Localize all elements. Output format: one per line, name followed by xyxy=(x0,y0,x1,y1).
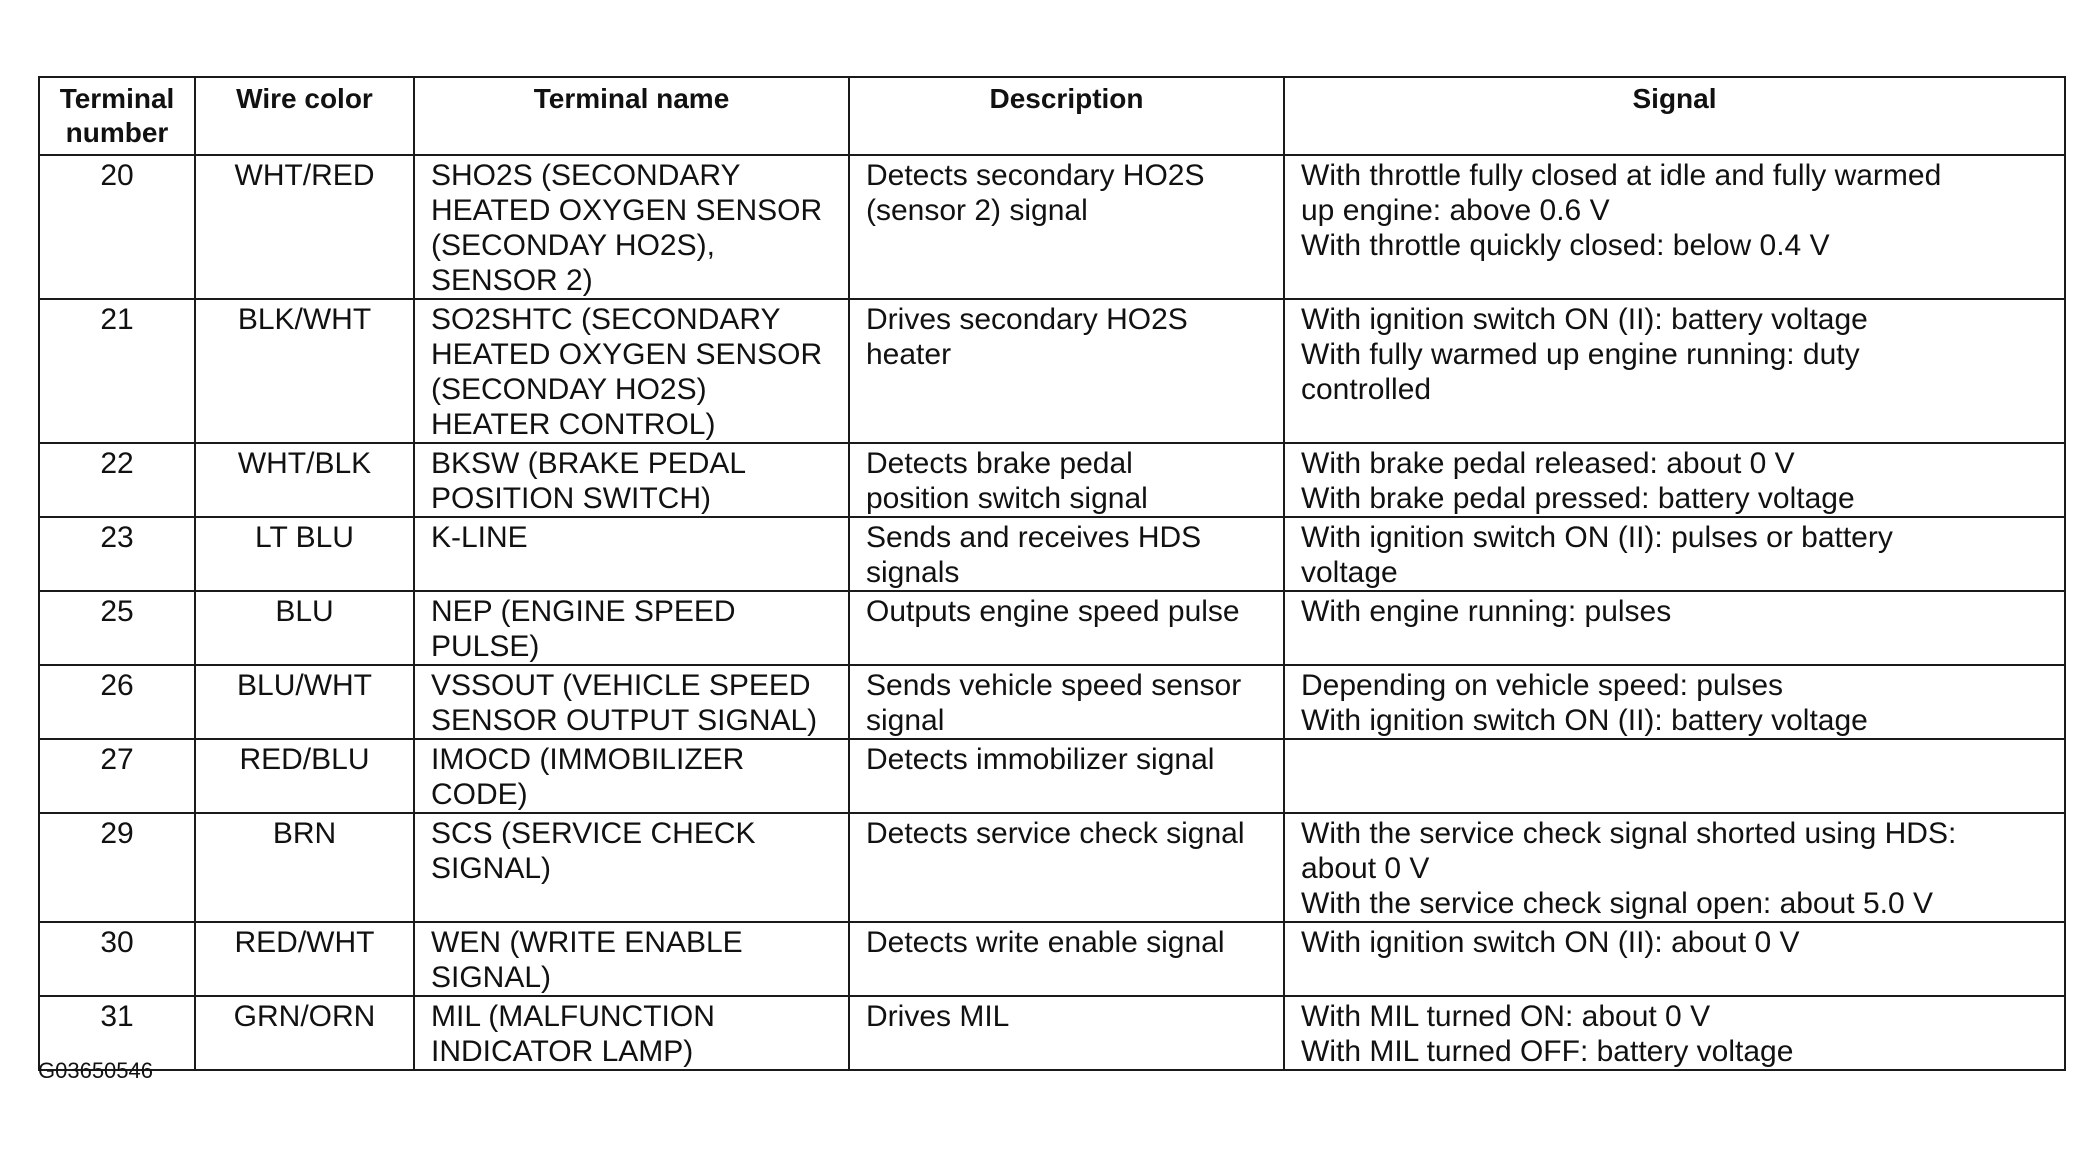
table-row xyxy=(39,155,2065,299)
table-row xyxy=(39,996,2065,1070)
terminal-name-cell-line: HEATER CONTROL) xyxy=(431,408,716,441)
signal-cell-line: up engine: above 0.6 V xyxy=(1301,194,1610,227)
terminal-number-cell: 23 xyxy=(39,517,195,591)
terminal-name-cell-line: SHO2S (SECONDARY xyxy=(431,159,741,192)
terminal-name-cell-line: SIGNAL) xyxy=(431,961,552,994)
description-cell-line: Detects service check signal xyxy=(866,817,1245,850)
terminal-name-cell xyxy=(414,996,849,1070)
signal-cell-line: With fully warmed up engine running: duty xyxy=(1301,338,1860,371)
terminal-table xyxy=(38,76,2066,1071)
terminal-number-cell: 25 xyxy=(39,591,195,665)
terminal-name-cell-line: CODE) xyxy=(431,778,528,811)
wire-color-cell: BLU xyxy=(195,591,414,665)
table-row xyxy=(39,517,2065,591)
terminal-name-cell xyxy=(414,739,849,813)
terminal-number-cell: 31 xyxy=(39,996,195,1070)
figure-id: G03650546 xyxy=(38,1058,153,1083)
description-cell-line: Detects brake pedal xyxy=(866,447,1133,480)
description-cell xyxy=(849,443,1284,517)
table-row xyxy=(39,591,2065,665)
terminal-name-cell xyxy=(414,665,849,739)
header-wire-color: Wire color xyxy=(195,77,414,155)
description-cell xyxy=(849,813,1284,922)
signal-cell-line: With throttle fully closed at idle and fully warmed xyxy=(1301,159,1942,192)
terminal-name-cell-line: POSITION SWITCH) xyxy=(431,482,711,515)
terminal-name-cell xyxy=(414,517,849,591)
table-body xyxy=(39,155,2065,1070)
terminal-name-cell-line: SIGNAL) xyxy=(431,852,552,885)
terminal-name-cell-line: SO2SHTC (SECONDARY xyxy=(431,303,781,336)
description-cell xyxy=(849,665,1284,739)
signal-cell xyxy=(1284,517,2065,591)
terminal-name-cell-line: INDICATOR LAMP) xyxy=(431,1035,694,1068)
signal-cell xyxy=(1284,922,2065,996)
description-cell xyxy=(849,996,1284,1070)
terminal-name-cell-line: WEN (WRITE ENABLE xyxy=(431,926,743,959)
signal-cell xyxy=(1284,155,2065,299)
description-cell-line: Detects secondary HO2S xyxy=(866,159,1205,192)
wire-color-cell: RED/WHT xyxy=(195,922,414,996)
terminal-number-cell: 27 xyxy=(39,739,195,813)
terminal-name-cell xyxy=(414,443,849,517)
signal-cell-line: about 0 V xyxy=(1301,852,1430,885)
signal-cell-line: With ignition switch ON (II): battery voltage xyxy=(1301,303,1868,336)
header-row xyxy=(39,77,2065,155)
terminal-name-cell-line: SENSOR OUTPUT SIGNAL) xyxy=(431,704,818,737)
table-row xyxy=(39,665,2065,739)
description-cell xyxy=(849,922,1284,996)
description-cell-line: signals xyxy=(866,556,960,589)
description-cell-line: Sends vehicle speed sensor xyxy=(866,669,1242,702)
table-row xyxy=(39,922,2065,996)
signal-cell-line: voltage xyxy=(1301,556,1398,589)
signal-cell-line: With brake pedal pressed: battery voltage xyxy=(1301,482,1855,515)
terminal-name-cell-line: BKSW (BRAKE PEDAL xyxy=(431,447,747,480)
terminal-name-cell-line: (SECONDAY HO2S), xyxy=(431,229,715,262)
terminal-number-cell: 22 xyxy=(39,443,195,517)
wire-color-cell: BLU/WHT xyxy=(195,665,414,739)
signal-cell xyxy=(1284,665,2065,739)
header-terminal-number xyxy=(39,77,195,155)
signal-cell-line: With ignition switch ON (II): pulses or battery xyxy=(1301,521,1893,554)
terminal-name-cell xyxy=(414,299,849,443)
terminal-name-cell-line: SCS (SERVICE CHECK xyxy=(431,817,756,850)
description-cell-line: (sensor 2) signal xyxy=(866,194,1088,227)
table-row xyxy=(39,299,2065,443)
signal-cell-line: With the service check signal open: about 5.0 V xyxy=(1301,887,1934,920)
description-cell-line: Sends and receives HDS xyxy=(866,521,1202,554)
terminal-name-cell xyxy=(414,155,849,299)
terminal-name-cell-line: HEATED OXYGEN SENSOR xyxy=(431,338,823,371)
description-cell-line: Outputs engine speed pulse xyxy=(866,595,1240,628)
terminal-name-cell-line: NEP (ENGINE SPEED xyxy=(431,595,736,628)
description-cell xyxy=(849,739,1284,813)
signal-cell xyxy=(1284,299,2065,443)
terminal-name-cell-line: PULSE) xyxy=(431,630,540,663)
signal-cell xyxy=(1284,443,2065,517)
wire-color-cell: GRN/ORN xyxy=(195,996,414,1070)
terminal-name-cell xyxy=(414,922,849,996)
header-terminal-number-line: number xyxy=(65,117,169,148)
terminal-number-cell: 26 xyxy=(39,665,195,739)
header-terminal-name: Terminal name xyxy=(414,77,849,155)
description-cell-line: Detects write enable signal xyxy=(866,926,1225,959)
description-cell-line: position switch signal xyxy=(866,482,1148,515)
signal-cell-line: controlled xyxy=(1301,373,1432,406)
table-row xyxy=(39,443,2065,517)
description-cell-line: Detects immobilizer signal xyxy=(866,743,1215,776)
terminal-name-cell-line: VSSOUT (VEHICLE SPEED xyxy=(431,669,811,702)
signal-cell-line: With the service check signal shorted using HDS: xyxy=(1301,817,1957,850)
table-row xyxy=(39,739,2065,813)
terminal-name-cell-line: SENSOR 2) xyxy=(431,264,593,297)
terminal-number-cell: 21 xyxy=(39,299,195,443)
terminal-number-cell: 29 xyxy=(39,813,195,922)
table-row xyxy=(39,813,2065,922)
signal-cell-line: Depending on vehicle speed: pulses xyxy=(1301,669,1784,702)
wire-color-cell: WHT/RED xyxy=(195,155,414,299)
description-cell xyxy=(849,299,1284,443)
signal-cell-line: With MIL turned OFF: battery voltage xyxy=(1301,1035,1794,1068)
description-cell-line: heater xyxy=(866,338,952,371)
description-cell xyxy=(849,155,1284,299)
wire-color-cell: BRN xyxy=(195,813,414,922)
signal-cell-line: With brake pedal released: about 0 V xyxy=(1301,447,1795,480)
description-cell xyxy=(849,517,1284,591)
header-signal: Signal xyxy=(1284,77,2065,155)
signal-cell xyxy=(1284,813,2065,922)
signal-cell-line: With ignition switch ON (II): battery voltage xyxy=(1301,704,1868,737)
signal-cell-line: With throttle quickly closed: below 0.4 V xyxy=(1301,229,1830,262)
wire-color-cell: RED/BLU xyxy=(195,739,414,813)
signal-cell-line: With MIL turned ON: about 0 V xyxy=(1301,1000,1711,1033)
description-cell-line: Drives MIL xyxy=(866,1000,1010,1033)
terminal-name-cell-line: HEATED OXYGEN SENSOR xyxy=(431,194,823,227)
signal-cell-line: With ignition switch ON (II): about 0 V xyxy=(1301,926,1800,959)
terminal-number-cell: 20 xyxy=(39,155,195,299)
terminal-name-cell-line: (SECONDAY HO2S) xyxy=(431,373,707,406)
description-cell-line: Drives secondary HO2S xyxy=(866,303,1188,336)
description-cell-line: signal xyxy=(866,704,945,737)
signal-cell-line: With engine running: pulses xyxy=(1301,595,1672,628)
terminal-name-cell-line: IMOCD (IMMOBILIZER xyxy=(431,743,745,776)
terminal-name-cell xyxy=(414,813,849,922)
terminal-number-cell: 30 xyxy=(39,922,195,996)
header-description: Description xyxy=(849,77,1284,155)
signal-cell xyxy=(1284,739,2065,813)
terminal-name-cell xyxy=(414,591,849,665)
wire-color-cell: LT BLU xyxy=(195,517,414,591)
signal-cell xyxy=(1284,591,2065,665)
header-terminal-number-line: Terminal xyxy=(59,83,175,114)
signal-cell xyxy=(1284,996,2065,1070)
wire-color-cell: WHT/BLK xyxy=(195,443,414,517)
description-cell xyxy=(849,591,1284,665)
terminal-name-cell-line: MIL (MALFUNCTION xyxy=(431,1000,715,1033)
wire-color-cell: BLK/WHT xyxy=(195,299,414,443)
terminal-name-cell-line: K-LINE xyxy=(431,521,528,554)
